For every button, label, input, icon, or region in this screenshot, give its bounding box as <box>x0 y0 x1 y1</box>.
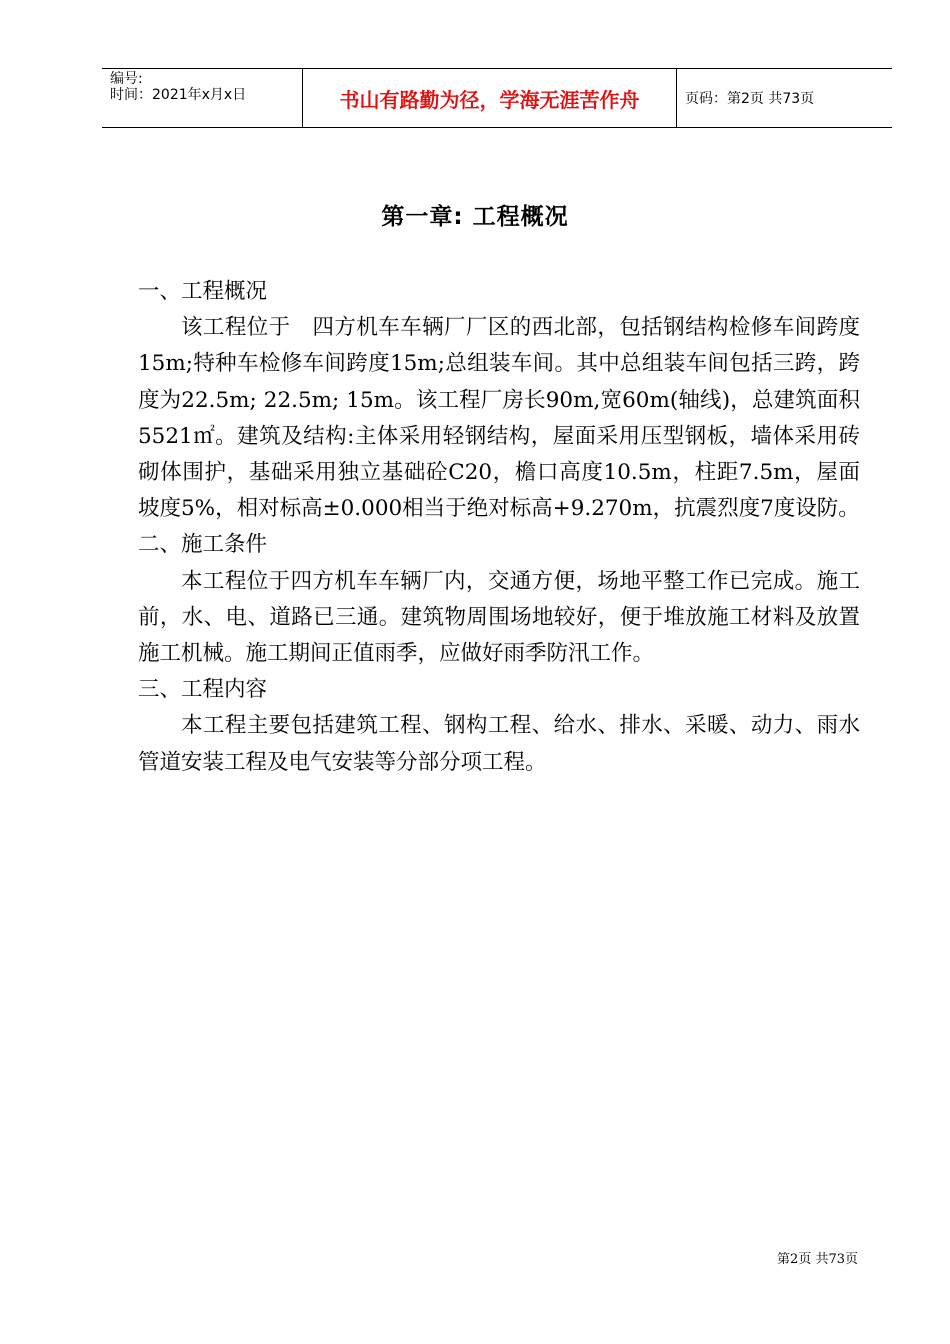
document-number-label: 编号: <box>110 71 143 87</box>
section-heading-content: 三、工程内容 <box>138 677 268 703</box>
page-header <box>102 68 892 128</box>
page-footer: 第2页 共73页 <box>777 1252 858 1267</box>
document-body <box>138 274 860 781</box>
paragraph-conditions: 本工程位于四方机车车辆厂内，交通方便，场地平整工作已完成。施工前，水、电、道路已三通。建筑物周围场地较好，便于堆放施工材料及放置施工机械。施工期间正值雨季，应做好雨季防汛工作。 <box>138 568 860 667</box>
section-heading-overview: 一、工程概况 <box>138 279 268 304</box>
section-heading-conditions: 二、施工条件 <box>138 532 268 558</box>
chapter-title: 第一章: 工程概况 <box>381 204 569 230</box>
header-page-number: 页码：第2页 共73页 <box>685 91 815 107</box>
document-date-label: 时间：2021年x月x日 <box>110 87 247 103</box>
header-motto: 书山有路勤为径，学海无涯苦作舟 <box>303 69 677 127</box>
paragraph-overview: 该工程位于 四方机车车辆厂厂区的西北部，包括钢结构检修车间跨度15m;特种车检修车间跨度15m;总组装车间。其中总组装车间包括三跨，跨度为22.5m; 22.5m; 15m。该工程厂房长90m,宽60m(轴线)，总建筑面积5521㎡。建筑及结构:主体采用轻钢结构，屋面采用压型钢板，墙体采用砖砌体围护，基础采用独立基础砼C20，檐口高度10.5m，柱距7.5m，屋面坡度5%，相对标高±0.000相当于绝对标高+9.270m，抗震烈度7度设防。 <box>138 315 860 522</box>
header-info-cell <box>102 69 303 127</box>
paragraph-content: 本工程主要包括建筑工程、钢构工程、给水、排水、采暖、动力、雨水管道安装工程及电气安装等分部分项工程。 <box>138 713 860 775</box>
